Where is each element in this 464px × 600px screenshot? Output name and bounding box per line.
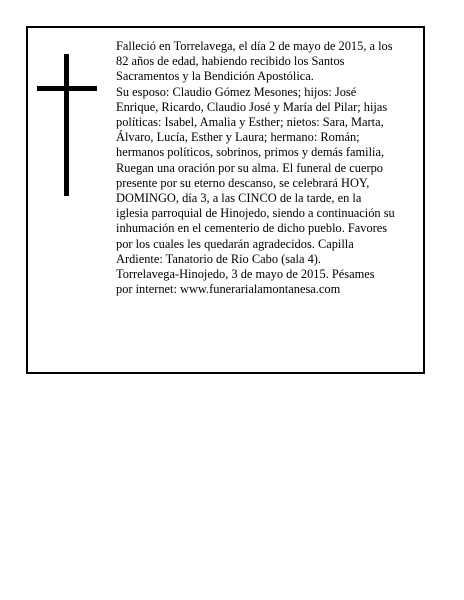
obituary-line: por los cuales les quedarán agradecidos. Capilla xyxy=(116,236,354,251)
obituary-line: Falleció en Torrelavega, el día 2 de mayo de 2015, a los xyxy=(116,39,393,53)
cross-vertical-bar xyxy=(64,54,69,196)
obituary-line: inhumación en el cementerio de dicho pueblo. Favores xyxy=(116,221,388,236)
obituary-line: Enrique, Ricardo, Claudio José y María del Pilar; hijas xyxy=(116,99,388,114)
obituary-line: hermanos políticos, sobrinos, primos y demás familia, xyxy=(116,145,385,160)
obituary-line: Torrelavega-Hinojedo, 3 de mayo de 2015. Pésames xyxy=(116,267,375,282)
obituary-line: Ruegan una oración por su alma. El funeral de cuerpo xyxy=(116,160,383,175)
obituary-line: presente por su eterno descanso, se celebrará HOY, xyxy=(116,175,370,190)
obituary-line: Álvaro, Lucía, Esther y Laura; hermano: Román; xyxy=(116,130,360,145)
latin-cross-icon xyxy=(37,54,97,196)
obituary-line: por internet: www.funerarialamontanesa.com xyxy=(116,282,341,297)
obituary-line: DOMINGO, día 3, a las CINCO de la tarde, en la xyxy=(116,191,362,206)
obituary-line: Su esposo: Claudio Gómez Mesones; hijos: José xyxy=(116,84,357,99)
obituary-line: Sacramentos y la Bendición Apostólica. xyxy=(116,69,314,84)
obituary-line: Ardiente: Tanatorio de Río Cabo (sala 4). xyxy=(116,251,322,266)
cross-horizontal-bar xyxy=(37,86,97,91)
obituary-text xyxy=(116,39,422,297)
obituary-line: 82 años de edad, habiendo recibido los Santos xyxy=(116,54,345,69)
obituary-line: políticas: Isabel, Amalia y Esther; nietos: Sara, Marta, xyxy=(116,115,384,130)
obituary-line: iglesia parroquial de Hinojedo, siendo a continuación su xyxy=(116,206,395,221)
